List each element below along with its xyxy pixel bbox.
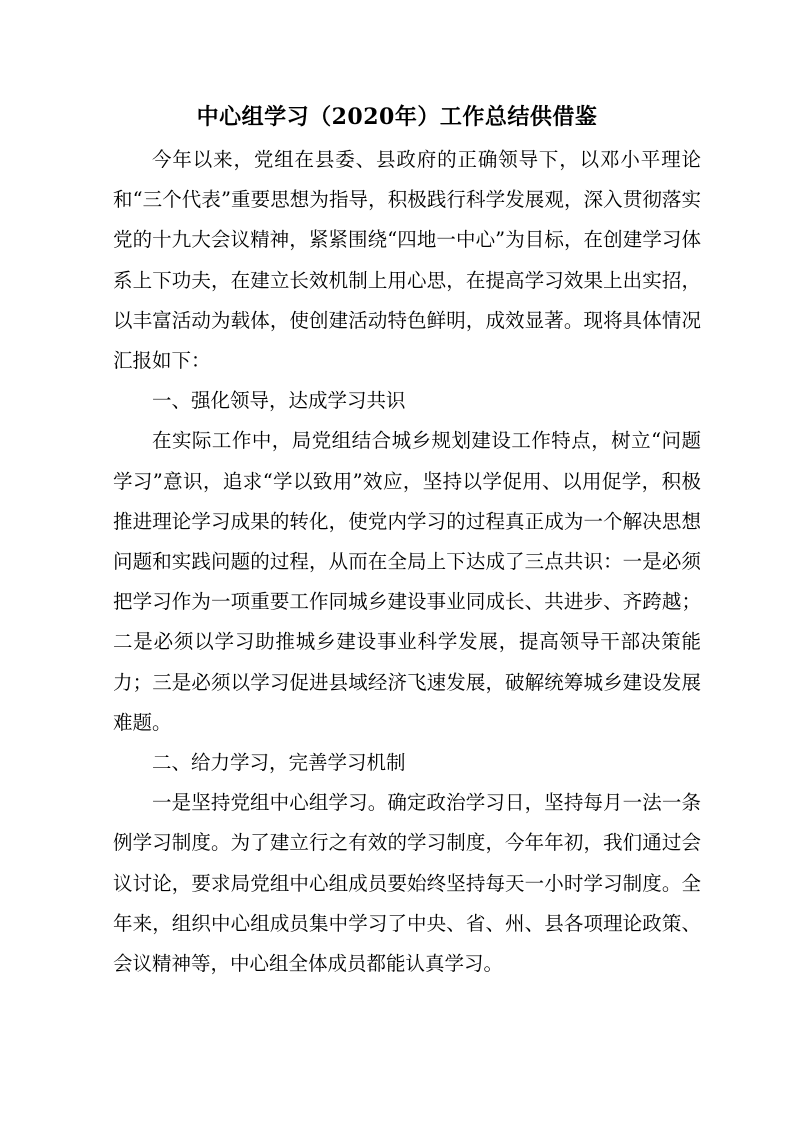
section-heading-2: 二、给力学习，完善学习机制: [152, 751, 406, 775]
document-title: 中心组学习（2020年）工作总结供借鉴: [196, 104, 598, 130]
section-2-paragraph: 一是坚持党组中心组学习。确定政治学习日，坚持每月一法一条例学习制度。为了建立行之有效的学习制度，今年年初，我们通过会议讨论，要求局党组中心组成员要始终坚持每天一小时学习制度。全年来，组织中心组成员集中学习了中央、省、州、县各项理论政策、会议精神等，中心组全体成员都能认真学习。: [113, 791, 701, 976]
document-body: [113, 140, 701, 984]
intro-paragraph: 今年以来，党组在县委、县政府的正确领导下，以邓小平理论和“三个代表”重要思想为指导，积极践行科学发展观，深入贯彻落实党的十九大会议精神，紧紧围绕“四地一中心”为目标，在创建学习体系上下功夫，在建立长效机制上用心思，在提高学习效果上出实招，以丰富活动为载体，使创建活动特色鲜明，成效显著。现将具体情况汇报如下：: [113, 148, 701, 373]
section-1-paragraph: 在实际工作中，局党组结合城乡规划建设工作特点，树立“问题学习”意识，追求“学以致用”效应，坚持以学促用、以用促学，积极推进理论学习成果的转化，使党内学习的过程真正成为一个解决思想问题和实践问题的过程，从而在全局上下达成了三点共识：一是必须把学习作为一项重要工作同城乡建设事业同成长、共进步、齐跨越；二是必须以学习助推城乡建设事业科学发展，提高领导干部决策能力；三是必须以学习促进县域经济飞速发展，破解统筹城乡建设发展难题。: [113, 429, 701, 734]
section-heading-1: 一、强化领导，达成学习共识: [152, 389, 406, 413]
